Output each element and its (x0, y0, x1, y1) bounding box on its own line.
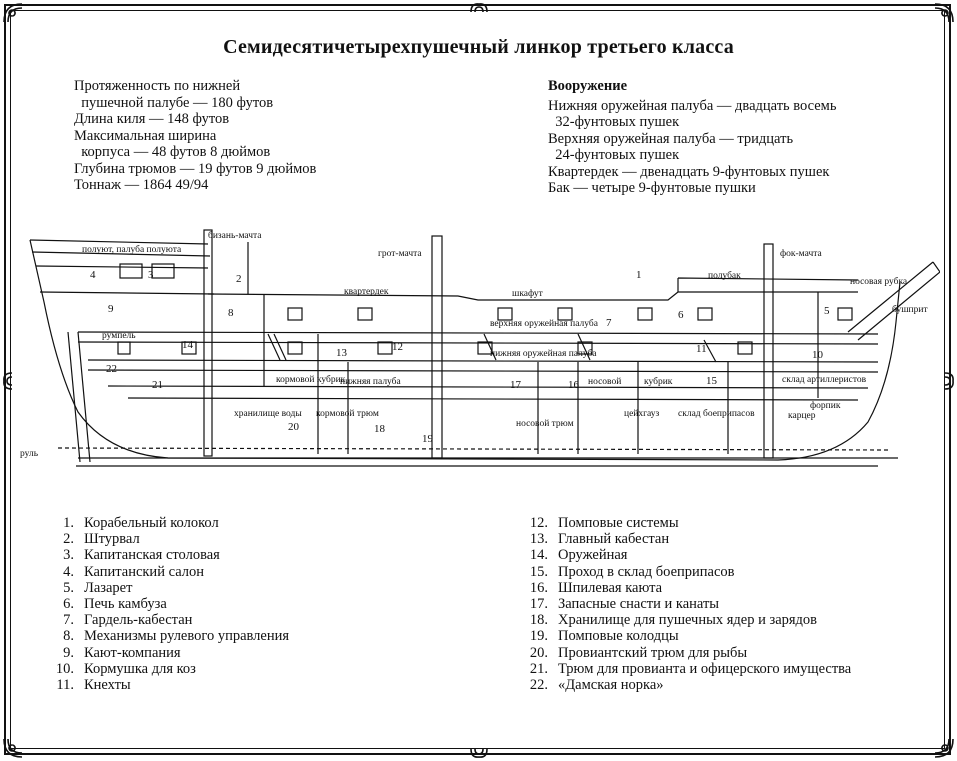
lower-gun-deck-line (88, 360, 878, 362)
label-brig: карцер (788, 411, 816, 421)
label-quarterdeck: квартердек (344, 287, 389, 297)
callout-number: 14 (182, 339, 193, 351)
label-main-mast: грот-мачта (378, 249, 422, 259)
orlop-line (108, 386, 868, 388)
legend-item: 8. Механизмы рулевого управления (63, 628, 290, 645)
label-gunner-store: склад артиллеристов (782, 375, 867, 385)
right-ornament-icon (941, 370, 957, 392)
callout-number: 12 (392, 341, 403, 353)
legend-item: 20. Провиантский трюм для рыбы (529, 644, 748, 661)
legend-left (40, 515, 289, 693)
legend-item: 21. Трюм для провианта и офицерского имущества (529, 660, 852, 677)
legend-right (514, 515, 851, 693)
legend-item: 7. Гардель-кабестан (63, 612, 193, 629)
label-fore-mast: фок-мачта (780, 249, 822, 259)
page-title: Семидесятичетырехпушечный линкор третьего класса (223, 36, 734, 58)
label-ammo-store: склад боеприпасов (678, 409, 755, 419)
corner-ornament-icon (933, 737, 955, 759)
label-mizzen-mast: бизань-мачта (208, 231, 262, 241)
armament-line: Нижняя оружейная палуба — двадцать восемь (548, 97, 837, 114)
legend-item: 19. Помповые колодцы (529, 628, 679, 645)
label-bowsprit: бушприт (892, 305, 928, 315)
bottom-ornament-icon (468, 745, 490, 761)
armament-line: Квартердек — двенадцать 9-фунтовых пушек (548, 163, 830, 180)
spec-line: Протяженность по нижней (74, 78, 241, 94)
label-water-store: хранилище воды (234, 409, 302, 419)
legend-item: 11. Кнехты (56, 677, 131, 694)
armament-line: 32-фунтовых пушек (548, 114, 680, 130)
legend-item: 14. Оружейная (529, 547, 628, 564)
callout-number: 17 (510, 379, 521, 391)
armament-heading: Вооружение (548, 78, 628, 94)
label-tseikhgauz: цейхгауз (624, 409, 660, 419)
spec-line: Максимальная ширина (74, 127, 217, 144)
legend-item: 12. Помповые системы (529, 515, 679, 531)
spec-line: пушечной палубе — 180 футов (74, 94, 274, 111)
spec-line: корпуса — 48 футов 8 дюймов (74, 144, 271, 160)
top-ornament-icon (468, 0, 490, 16)
fore-mast (764, 244, 773, 458)
legend-item: 22. «Дамская норка» (529, 677, 664, 694)
callout-number: 13 (336, 347, 347, 359)
label-lower-deck: нижняя палуба (340, 377, 401, 387)
hull-outline (30, 240, 900, 460)
callout-number: 20 (288, 421, 299, 433)
corner-ornament-icon (933, 2, 955, 24)
legend-item: 1. Корабельный колокол (63, 515, 219, 531)
legend-item: 4. Капитанский салон (63, 563, 205, 580)
label-fore-hold: носовой трюм (516, 419, 574, 429)
spec-line: Длина киля — 148 футов (74, 111, 230, 127)
label-poop-deck: полуют, палуба полуюта (82, 245, 182, 255)
callout-number: 19 (422, 433, 433, 445)
legend-item: 18. Хранилище для пушечных ядер и зарядов (529, 612, 818, 629)
armament-line: 24-фунтовых пушек (548, 147, 680, 163)
legend-item: 15. Проход в склад боеприпасов (529, 563, 735, 580)
spec-line: Тоннаж — 1864 49/94 (74, 177, 209, 193)
legend-item: 6. Печь камбуза (63, 596, 167, 613)
ship-cross-section-diagram (18, 222, 940, 484)
callout-number: 8 (228, 307, 234, 319)
callout-number: 2 (236, 273, 242, 285)
callout-number: 3 (148, 269, 154, 281)
callout-number: 7 (606, 317, 612, 329)
callout-number: 11 (696, 343, 707, 355)
legend-item: 2. Штурвал (63, 531, 140, 548)
label-aft-hold: кормовой трюм (316, 409, 379, 419)
callout-number: 15 (706, 375, 717, 387)
armament-line: Верхняя оружейная палуба — тридцать (548, 130, 794, 147)
legend-item: 9. Кают-компания (63, 644, 181, 661)
corner-ornament-icon (2, 737, 24, 759)
callout-number: 18 (374, 423, 385, 435)
label-fore-cockpit: кубрик (644, 377, 673, 387)
legend-item: 5. Лазарет (63, 579, 133, 596)
callout-number: 16 (568, 379, 579, 391)
callout-number: 1 (636, 269, 642, 281)
callout-number: 4 (90, 269, 96, 281)
legend-item: 16. Шпилевая каюта (529, 579, 663, 596)
label-wheelhouse: носовая рубка (850, 277, 908, 287)
gun-deck-line (78, 332, 878, 334)
armament-line: Бак — четыре 9-фунтовые пушки (548, 180, 756, 196)
spec-line: Глубина трюмов — 19 футов 9 дюймов (74, 160, 317, 177)
callout-number: 22 (106, 363, 117, 375)
callout-number: 9 (108, 303, 114, 315)
label-tiller: румпель (102, 331, 136, 341)
label-bow: носовой (588, 377, 622, 387)
legend-item: 13. Главный кабестан (529, 531, 670, 548)
callout-number: 6 (678, 309, 684, 321)
legend-item: 10. Кормушка для коз (55, 660, 196, 677)
callout-number: 21 (152, 379, 163, 391)
label-aft-cockpit: кормовой кубрик (276, 375, 346, 385)
mizzen-mast (204, 230, 212, 456)
main-mast (432, 236, 442, 458)
legend-item: 17. Запасные снасти и канаты (529, 596, 720, 613)
bowsprit (848, 262, 940, 340)
callout-number: 5 (824, 305, 830, 317)
label-forecastle: полубак (708, 271, 741, 281)
label-lower-gundeck: нижняя оружейная палуба (490, 349, 597, 359)
label-rudder: руль (20, 449, 39, 459)
label-forepeak: форпик (810, 401, 841, 411)
ship-specifications (74, 78, 316, 194)
left-ornament-icon (0, 370, 16, 392)
corner-ornament-icon (2, 2, 24, 24)
callout-number: 10 (812, 349, 823, 361)
armament-block (548, 78, 836, 197)
label-upper-gundeck: верхняя оружейная палуба (490, 319, 598, 329)
legend-item: 3. Капитанская столовая (63, 547, 220, 564)
label-waist: шкафут (512, 289, 543, 299)
